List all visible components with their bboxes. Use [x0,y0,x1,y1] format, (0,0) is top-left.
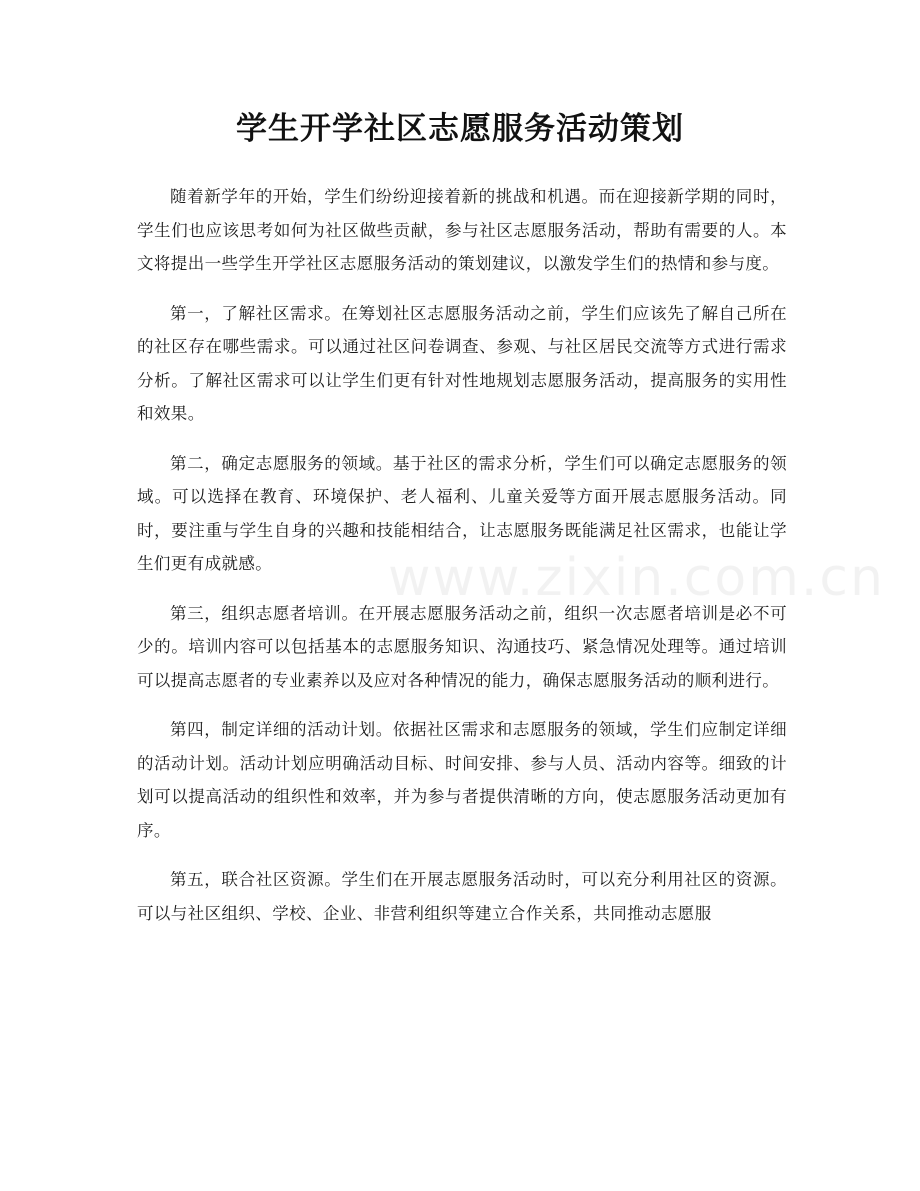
paragraph-step-4: 第四，制定详细的活动计划。依据社区需求和志愿服务的领域，学生们应制定详细的活动计划。活动计划应明确活动目标、时间安排、参与人员、活动内容等。细致的计划可以提高活动的组织性和效率，并为参与者提供清晰的方向，使志愿服务活动更加有序。 [137,720,787,840]
watermark: www.zixin.com.cn [388,548,885,608]
paragraph-step-2: 第二，确定志愿服务的领域。基于社区的需求分析，学生们可以确定志愿服务的领域。可以选择在教育、环境保护、老人福利、儿童关爱等方面开展志愿服务活动。同时，要注重与学生自身的兴趣和技能相结合，让志愿服务既能满足社区需求，也能让学生们更有成就感。 [137,453,787,573]
page-title: 学生开学社区志愿服务活动策划 [236,111,684,147]
paragraph-intro: 随着新学年的开始，学生们纷纷迎接着新的挑战和机遇。而在迎接新学期的同时，学生们也应该思考如何为社区做些贡献，参与社区志愿服务活动，帮助有需要的人。本文将提出一些学生开学社区志愿服务活动的策划建议，以激发学生们的热情和参与度。 [137,187,787,273]
paragraph-step-3: 第三，组织志愿者培训。在开展志愿服务活动之前，组织一次志愿者培训是必不可少的。培训内容可以包括基本的志愿服务知识、沟通技巧、紧急情况处理等。通过培训可以提高志愿者的专业素养以及应对各种情况的能力，确保志愿服务活动的顺利进行。 [137,603,787,690]
paragraph-step-5: 第五，联合社区资源。学生们在开展志愿服务活动时，可以充分利用社区的资源。可以与社区组织、学校、企业、非营利组织等建立合作关系，共同推动志愿服 [137,870,787,923]
document-body [137,180,787,946]
paragraph-step-1: 第一，了解社区需求。在筹划社区志愿服务活动之前，学生们应该先了解自己所在的社区存在哪些需求。可以通过社区问卷调查、参观、与社区居民交流等方式进行需求分析。了解社区需求可以让学生们更有针对性地规划志愿服务活动，提高服务的实用性和效果。 [137,303,787,423]
